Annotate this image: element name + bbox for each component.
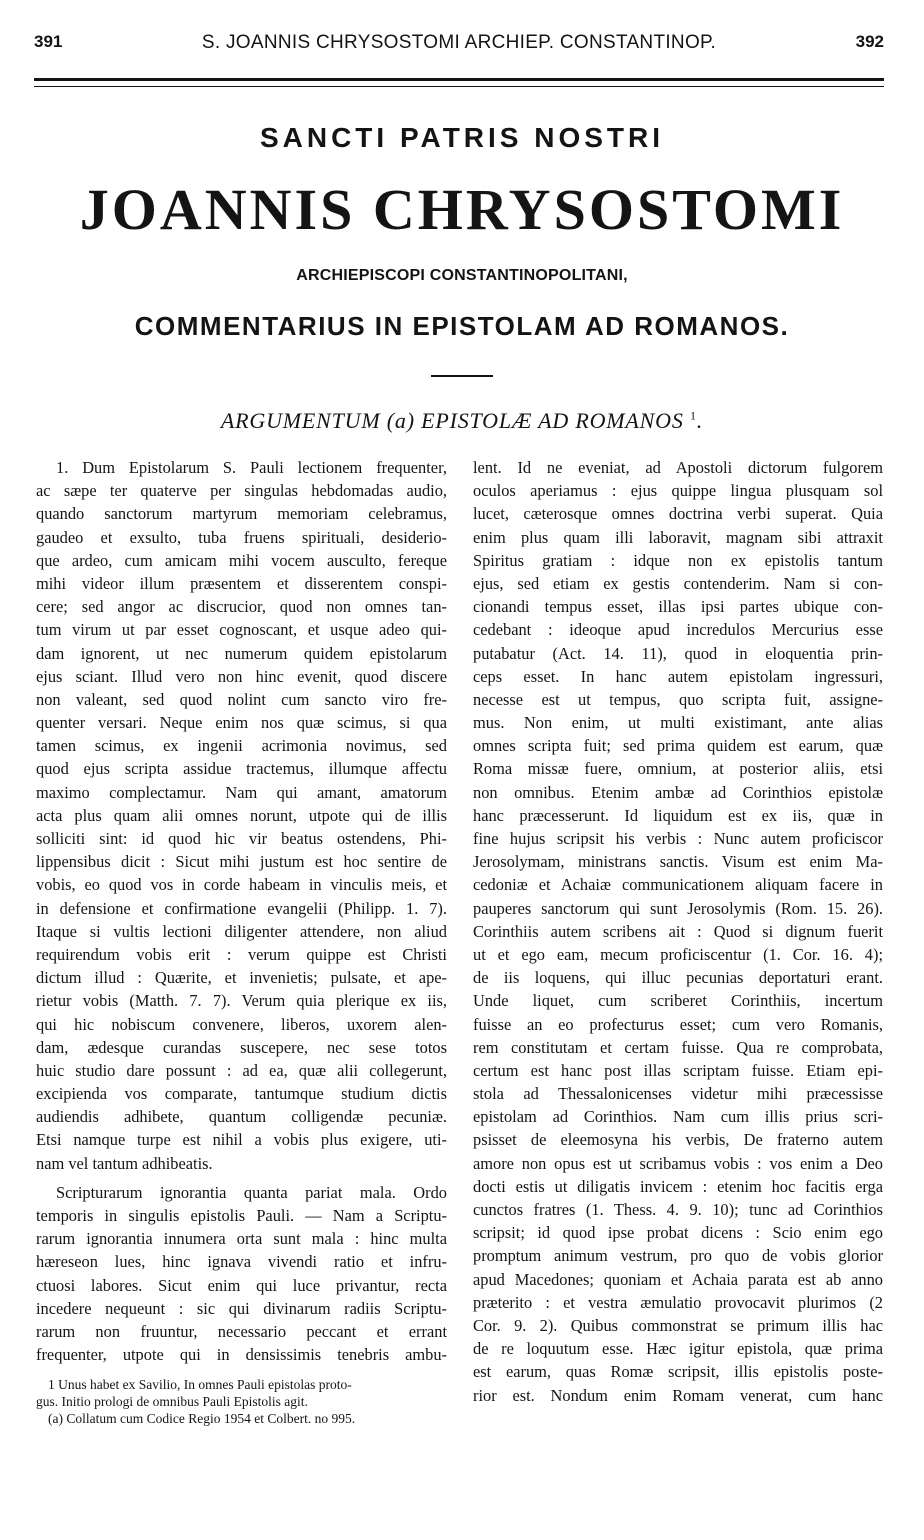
text-line: Cor. 9. 2). Quibus commonstrat se primum illis hac bbox=[473, 1315, 883, 1335]
text-line: nam vel tantum adhibeatis. bbox=[36, 1153, 213, 1173]
text-line: que ardeo, cum amicam mihi vocem ausculto, fereque bbox=[36, 550, 447, 570]
text-line: tum virum ut par esset cognoscant, et usque adeo qui- bbox=[36, 620, 447, 640]
text-line: Jerosolymam, ministrans sanctis. Visum est enim Ma- bbox=[473, 852, 883, 872]
text-line: rarum non fruuntur, necessario peccant et errant bbox=[36, 1321, 447, 1341]
text-line: 1. Dum Epistolarum S. Pauli lectionem frequenter, bbox=[56, 458, 447, 477]
text-line: quod ejus scripta assidue tractemus, illumque affectu bbox=[36, 759, 447, 779]
text-line: est earum, quas Romæ scripsit, illis epistolis poste- bbox=[473, 1362, 883, 1382]
running-head bbox=[34, 32, 884, 58]
header-double-rule bbox=[34, 78, 884, 87]
text-line: stola ad Thessalonicenses videtur mihi præcessisse bbox=[473, 1084, 883, 1104]
section-heading-note-ref: 1 bbox=[689, 408, 697, 423]
text-line: de re loquutum esse. Hæc igitur epistola, quæ prima bbox=[473, 1339, 883, 1359]
text-line: Roma missæ fuere, omnium, at posterior aliis, etsi bbox=[473, 759, 883, 779]
text-line: vobis, eo quod vos in corde habeam in vinculis meis, et bbox=[36, 875, 447, 895]
text-line: Etsi namque turpe est nihil a vobis plus exigere, uti- bbox=[36, 1130, 447, 1150]
text-line: rietur vobis (Matth. 7. 7). Verum quia plerique ex iis, bbox=[36, 991, 447, 1011]
text-line: cionandi tempus esset, illas ipsi partes ubique con- bbox=[473, 597, 883, 617]
text-line: apud Macedones; quoniam et Achaia parata est ab anno bbox=[473, 1269, 883, 1289]
text-line: rior est. Nondum enim Romam venerat, cum hanc bbox=[473, 1385, 883, 1405]
text-line: pauperes sanctorum qui sunt Jerosolymis (Rom. 15. 26). bbox=[473, 898, 883, 918]
text-line: lucet, cæterosque omnes doctrina verbi superat. Quia bbox=[473, 504, 883, 524]
text-line: huic studio dare possunt : ad ea, quæ alii collegerunt, bbox=[36, 1060, 447, 1080]
text-line: qui hic nobiscum convenere, liberos, uxorem alen- bbox=[36, 1014, 447, 1034]
heading-author-name: JOANNIS CHRYSOSTOMI bbox=[79, 177, 845, 242]
text-line: dam, ædesque curandas suscepere, nec sese totos bbox=[36, 1037, 447, 1057]
text-line: scripsit; id quod ipse probat dicens : Scio enim ego bbox=[473, 1223, 883, 1243]
text-line: hanc præcesserunt. Id liquidum est ex iis, quæ in bbox=[473, 805, 883, 825]
page-number-right: 392 bbox=[855, 32, 884, 51]
title-divider-rule bbox=[431, 375, 493, 377]
footnote-line: 1 Unus habet ex Savilio, In omnes Pauli epistolas proto- bbox=[48, 1377, 352, 1392]
text-line: mus. Non enim, ut multi existimant, ante alias bbox=[473, 713, 883, 733]
text-line: frequenter, utpote qui in densissimis tenebris ambu- bbox=[36, 1345, 447, 1365]
page-number-left: 391 bbox=[34, 32, 63, 51]
text-line: dictum illud : Quærite, et invenietis; pulsate, et ape- bbox=[36, 968, 447, 988]
text-line: necesse est ut tempus, quo scripta fuit, assigne- bbox=[473, 689, 883, 709]
section-heading-text: ARGUMENTUM (a) EPISTOLÆ AD ROMANOS bbox=[220, 408, 684, 433]
text-line: requirendum vobis erit : verum quippe est Christi bbox=[36, 944, 447, 964]
text-line: Itaque si vultis lectioni diligenter attendere, non aliud bbox=[36, 921, 447, 941]
text-line: gaudeo et exsulto, tuba fruens spirituali, desiderio- bbox=[36, 527, 447, 547]
text-line: Scripturarum ignorantia quanta pariat mala. Ordo bbox=[56, 1182, 447, 1202]
text-line: Spiritus gratiam : idque non ex epistolis tantum bbox=[473, 550, 883, 570]
running-head-title: S. JOANNIS CHRYSOSTOMI ARCHIEP. CONSTANTINOP. bbox=[201, 32, 717, 53]
text-line: de iis loquens, qui illuc pecunias deportaturi erant. bbox=[473, 968, 883, 988]
text-line: acta plus quam alii omnes norunt, utpote qui de illis bbox=[36, 805, 447, 825]
text-line: non omnibus. Etenim ambæ ad Corinthios epistolæ bbox=[473, 782, 883, 802]
text-line: putabatur (Act. 14. 11), quod in eloquentia prin- bbox=[473, 643, 883, 663]
text-line: ctuosi labores. Sicut enim qui luce privantur, recta bbox=[36, 1275, 447, 1295]
text-line: cere; sed angor ac discrucior, quod non omnes tan- bbox=[36, 597, 447, 617]
section-heading-end: . bbox=[696, 408, 704, 433]
text-line: docti estis ut diligatis invicem : etenim hoc facitis erga bbox=[473, 1176, 883, 1196]
text-line: fuisse an eo profecturus esset; cum vero Romanis, bbox=[473, 1014, 883, 1034]
text-line: maximo complectamur. Nam qui amant, amatorum bbox=[36, 782, 447, 802]
heading-author-title: ARCHIEPISCOPI CONSTANTINOPOLITANI, bbox=[296, 267, 628, 284]
text-line: in defensione et confirmatione evangelii (Philipp. 1. 7). bbox=[36, 898, 447, 918]
text-line: temporis in singulis epistolis Pauli. — Nam a Scriptu- bbox=[36, 1206, 447, 1225]
text-line: ut et ego eam, mecum proficiscentur (1. Cor. 16. 4); bbox=[473, 944, 883, 964]
heading-work-title: COMMENTARIUS IN EPISTOLAM AD ROMANOS. bbox=[134, 311, 790, 341]
text-line: ceps esset. In hanc autem epistolam ingressuri, bbox=[473, 666, 883, 686]
text-line: fine hujus scripsit his verbis : Nunc autem proficiscor bbox=[473, 829, 883, 848]
text-line: cedebant : ideoque apud incredulos Mercurius esse bbox=[473, 620, 883, 640]
text-line: hæreseon lues, hinc ignava vivendi ratio et infru- bbox=[36, 1252, 447, 1272]
footnote-line: (a) Collatum cum Codice Regio 1954 et Colbert. no 995. bbox=[48, 1411, 356, 1426]
footnote-line: gus. Initio prologi de omnibus Pauli Epistolis agit. bbox=[36, 1394, 308, 1409]
text-line: omnes scripta fuit; sed prima quidem est earum, quæ bbox=[473, 736, 883, 756]
text-line: mihi videor illum præsentem et disserentem conspi- bbox=[36, 573, 447, 593]
text-line: incedere nequeunt : sic qui divinarum radiis Scriptu- bbox=[36, 1298, 447, 1318]
text-line: psisset de eleemosyna his verbis, De fraterno autem bbox=[473, 1130, 883, 1150]
heading-line-1: SANCTI PATRIS NOSTRI bbox=[259, 122, 665, 153]
text-line: non valeant, sed quod nolint cum sancto viro fre- bbox=[36, 689, 447, 709]
text-line: cunctos fratres (1. Thess. 4. 9. 10); tunc ad Corinthios bbox=[473, 1200, 883, 1219]
text-line: cedoniæ et Achaiæ communicationem aliquam facere in bbox=[473, 875, 883, 895]
text-line: Corinthiis autem scribens ait : Quod si dignum fuerit bbox=[473, 921, 883, 941]
text-line: rarum ignorantia innumera orta sunt mala : hinc multa bbox=[36, 1229, 447, 1249]
text-line: quenter versari. Neque enim nos quæ scimus, si qua bbox=[36, 713, 447, 733]
text-line: rem constitutam et certam fuisse. Qua re comprobata, bbox=[473, 1037, 883, 1057]
text-line: oculos aperiamus : ejus quippe lingua plusquam sol bbox=[473, 481, 883, 501]
text-line: tamen scimus, ex ingenii acrimonia novimus, sed bbox=[36, 736, 447, 756]
text-line: dam ignorent, ut nec numerum quidem epistolarum bbox=[36, 643, 447, 663]
text-line: epistolam ad Corinthios. Nam cum illis prius scri- bbox=[473, 1107, 883, 1127]
section-heading bbox=[0, 408, 924, 434]
text-line: præterito : et vestra æmulatio provocavit plurimos (2 bbox=[473, 1292, 883, 1312]
footnotes bbox=[36, 1376, 447, 1427]
text-line: promptum animum vestrum, pro quo de vobis glorior bbox=[473, 1246, 883, 1266]
text-line: ejus sciant. Illud vero non hinc evenit, quod discere bbox=[36, 666, 447, 686]
text-line: audiendis adhibete, quantum colligendæ pecuniæ. bbox=[36, 1107, 447, 1127]
left-text-column bbox=[36, 456, 447, 1366]
text-line: Unde liquet, cum scriberet Corinthiis, incertum bbox=[473, 991, 883, 1011]
text-line: ejus, sed etiam ex gestis contenderim. Nam si con- bbox=[473, 573, 883, 593]
text-line: certum est hanc post illas scriptam fuisse. Etiam epi- bbox=[473, 1060, 883, 1080]
text-line: solliciti sint: id quod hic vir beatus ostendens, Phi- bbox=[36, 829, 447, 848]
right-text-column bbox=[473, 456, 883, 1407]
text-line: lippensibus dicit : Sicut mihi justum est hoc sentire de bbox=[36, 852, 447, 872]
text-line: excipienda vos comparate, tantumque studium dictis bbox=[36, 1084, 447, 1104]
text-line: lent. Id ne eveniat, ad Apostoli dictorum fulgorem bbox=[473, 458, 883, 477]
text-line: enim plus quam illi laboravit, magnam sibi attraxit bbox=[473, 527, 883, 547]
text-line: quando sanctorum martyrum memoriam celebramus, bbox=[36, 504, 447, 524]
text-line: ac sæpe ter quaterve per singulas hebdomadas audio, bbox=[36, 481, 447, 501]
text-line: amore non opus est ut scribamus vobis : vos enim a Deo bbox=[473, 1153, 883, 1173]
